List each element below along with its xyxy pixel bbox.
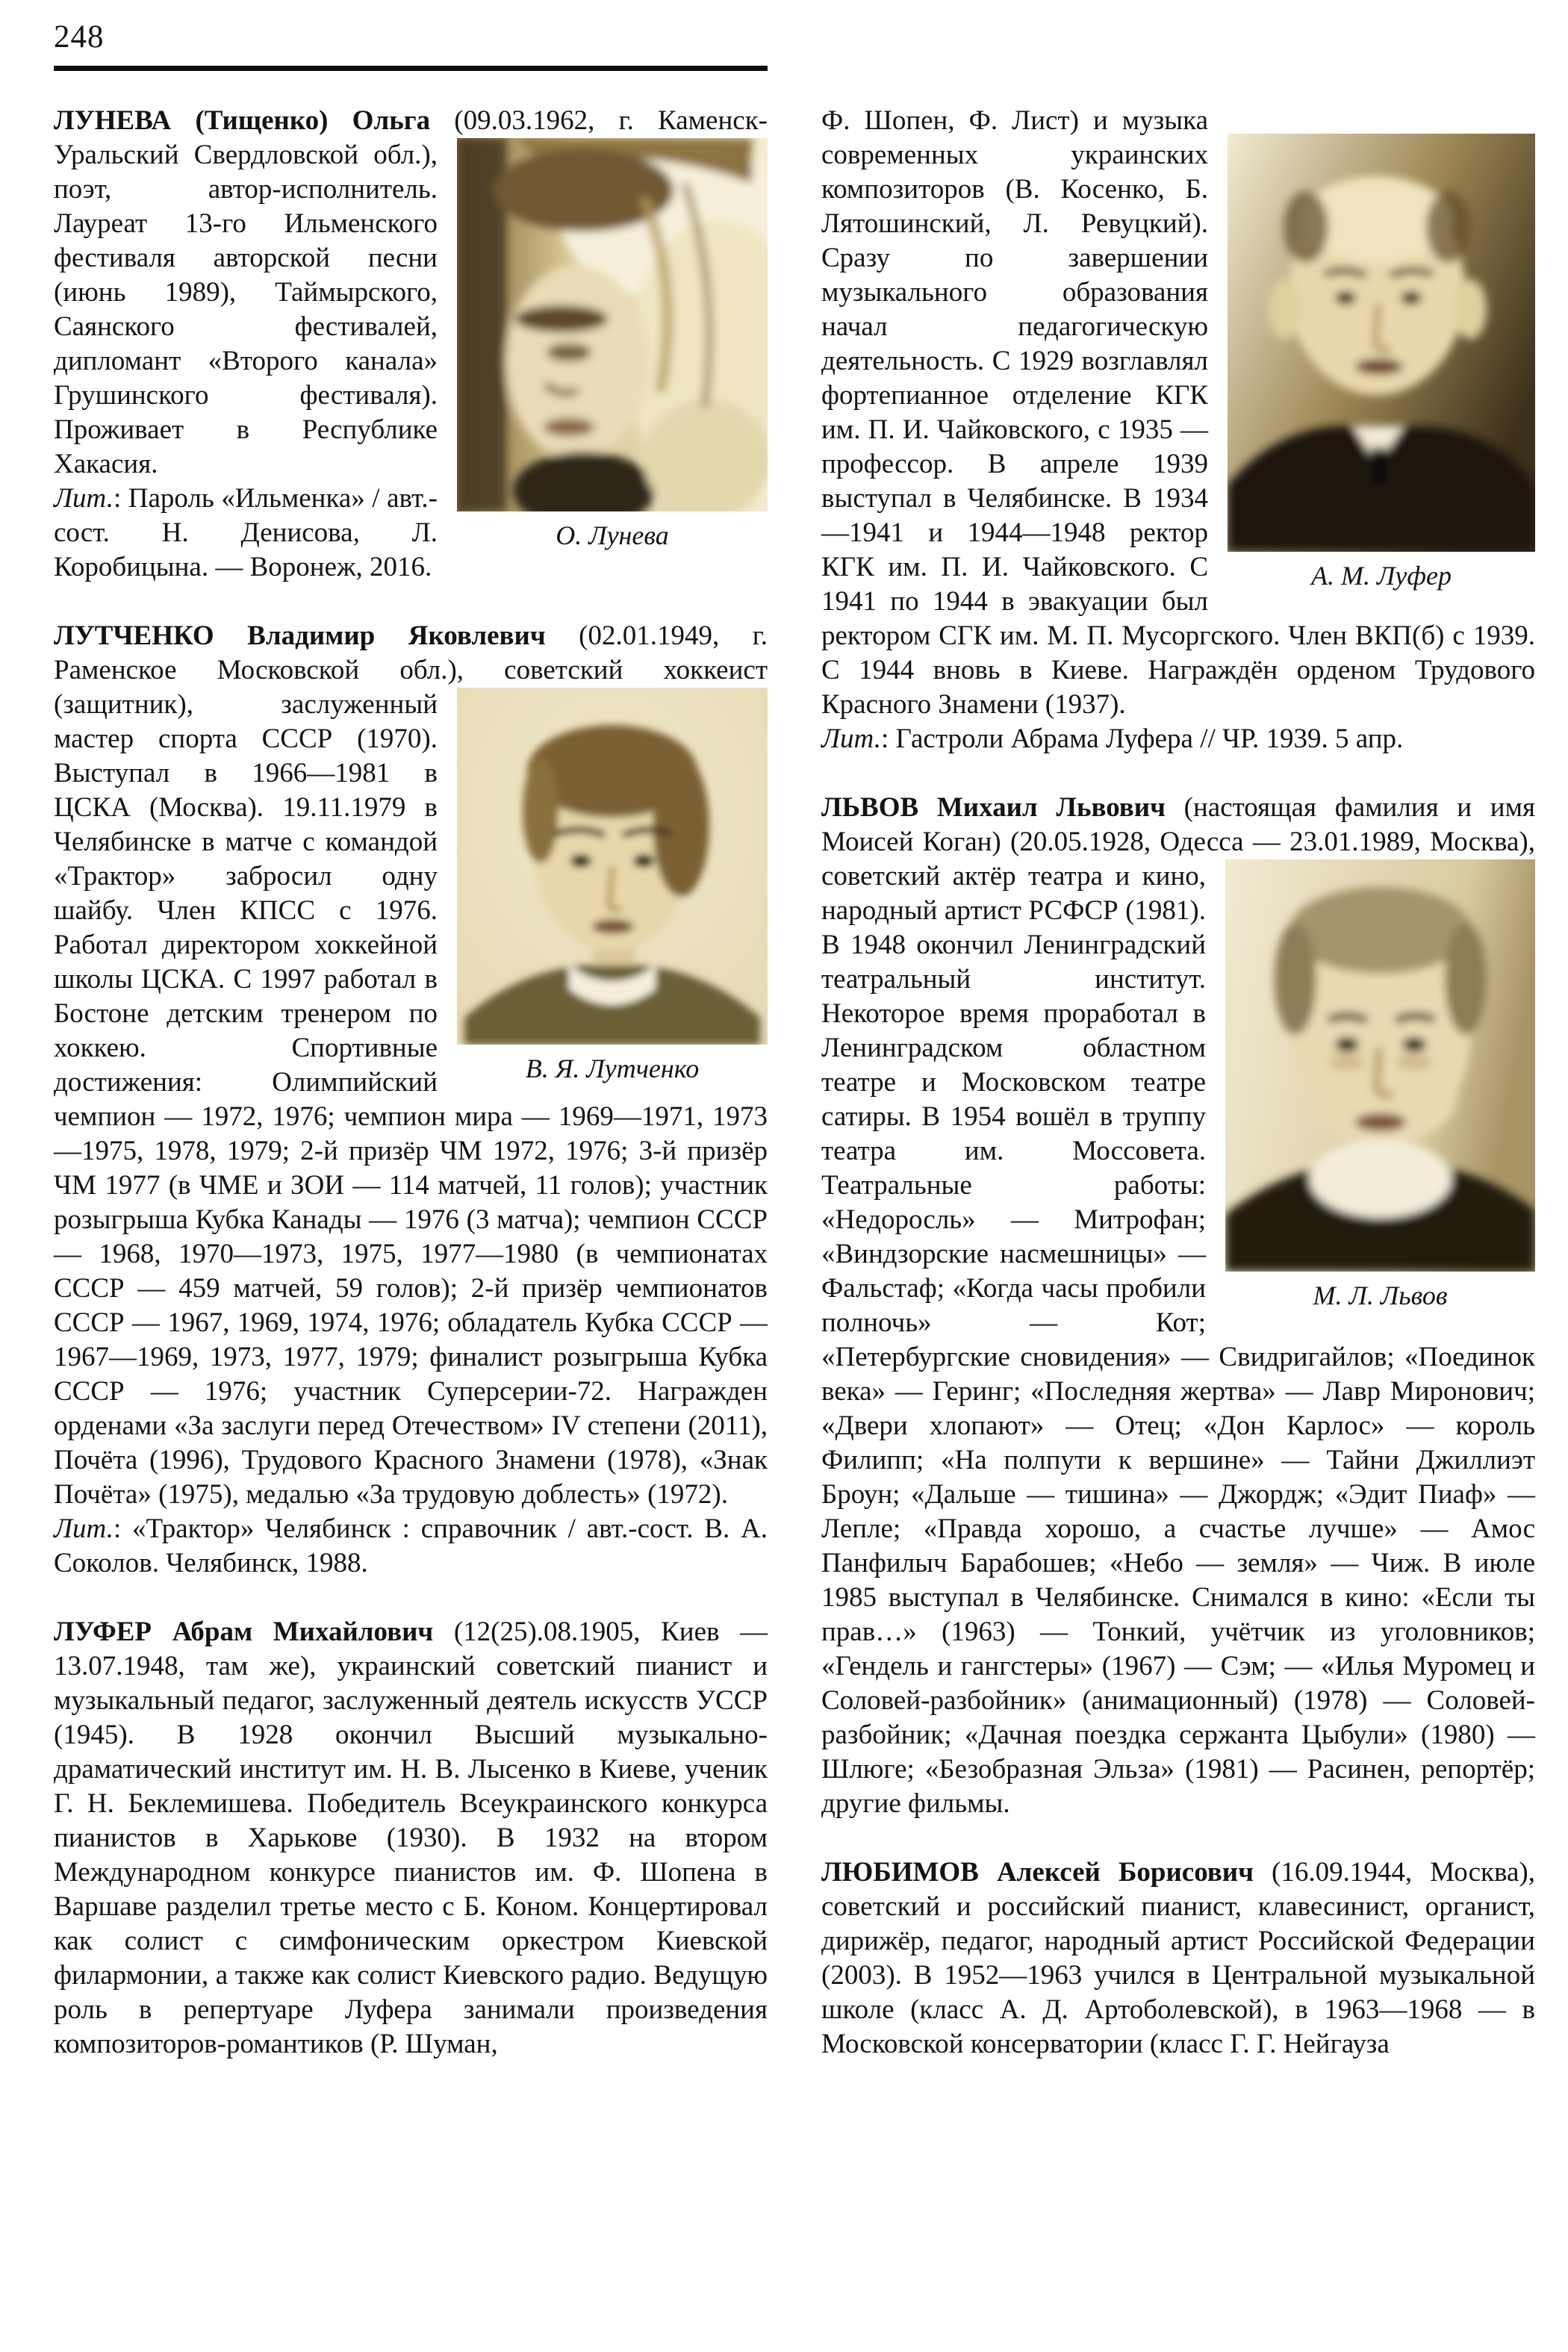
entry-name-lutchenko: ЛУТЧЕНКО Владимир Яковлевич — [54, 620, 546, 651]
column-left — [54, 104, 768, 2062]
entry-name-lvov: ЛЬВОВ Михаил Львович — [821, 792, 1166, 823]
entry-lyubimov — [821, 1855, 1535, 2062]
entry-lufer-left — [54, 1615, 768, 2062]
entry-name-lufer: ЛУФЕР Абрам Михайлович — [54, 1617, 434, 1647]
photo-luneva-icon — [457, 138, 768, 511]
entry-name-luneva: ЛУНЕВА (Тищенко) Ольга — [54, 105, 431, 136]
entry-body-lufer-left: (12(25).08.1905, Киев — 13.07.1948, там же), украинский советский пианист и музыкальный педагог, заслуженный деятель искусств УССР (1945). В 1928 окончил Высший музыкально-драматический институт им. Н. В. Лысенко в Киеве, ученик Г. Н. Беклемишева. Победитель Всеукраинского конкурса пианистов в Харькове (1930). В 1932 на втором Международном конкурсе пианистов им. Ф. Шопена в Варшаве разделил третье место с Б. Коном. Концертировал как солист с симфоническим оркестром Киевской филармонии, а также как солист Киевского радио. Ведущую роль в репертуаре Луфера занимали произведения композиторов-романтиков (Р. Шуман, — [54, 1617, 768, 2059]
lit-text: : «Трактор» Челябинск : справочник / авт.-сост. В. А. Соколов. Челябинск, 1988. — [54, 1513, 768, 1578]
photo-lutchenko-icon — [457, 688, 768, 1045]
entry-body-lutchenko: (02.01.1949, г. Раменское Московской обл.), советский хоккеист (защитник), заслуженный мастер спорта СССР (1970). Выступал в 1966—1981 в ЦСКА (Москва). 19.11.1979 в Челябинске в матче с командой «Трактор» забросил одну шайбу. Член КПСС с 1976. Работал директором хоккейной школы ЦСКА. С 1997 работал в Бостоне детским тренером по хоккею. Спортивные достижения: Олимпийский чемпион — 1972, 1976; чемпион мира — 1969—1971, 1973—1975, 1978, 1979; 2-й призёр ЧМ 1972, 1976; 3-й призёр ЧМ 1977 (в ЧМЕ и ЗОИ — 114 матчей, 11 голов); участник розыгрыша Кубка Канады — 1976 (3 матча); чемпион СССР — 1968, 1970—1973, 1975, 1977—1980 (в чемпионатах СССР — 459 матчей, 59 голов); 2-й призёр чемпионатов СССР — 1967, 1969, 1974, 1976; обладатель Кубка СССР — 1967—1969, 1973, 1977, 1979; финалист розыгрыша Кубка СССР — 1976; участник Суперсерии-72. Награжден орденами «За заслуги перед Отечеством» IV степени (2011), Почёта (1996), Трудового Красного Знамени (1978), «Знак Почёта» (1975), медалью «За трудовую доблесть» (1972). — [54, 620, 768, 1510]
lit-label: Лит. — [54, 483, 113, 514]
entry-lvov — [821, 791, 1535, 1821]
entry-body-luneva: (09.03.1962, г. Каменск-Уральский Свердловской обл.), поэт, автор-исполнитель. Лауреат 13-го Ильменского фестиваля авторской песни (июнь 1989), Таймырского, Саянского фестивалей, дипломант «Второго канала» Грушинского фестиваля). Проживает в Республике Хакасия. — [54, 105, 768, 479]
page-number: 248 — [54, 19, 105, 55]
entry-body-lyubimov: (16.09.1944, Москва), советский и российский пианист, клавесинист, органист, дирижёр, педагог, народный артист Российской Федерации (2003). В 1952—1963 учился в Центральной музыкальной школе (класс А. Д. Артоболевской), в 1963—1968 — в Московской консерватории (класс Г. Г. Нейгауза — [821, 1857, 1535, 2059]
lit-label: Лит. — [54, 1513, 113, 1544]
caption-lufer: А. М. Луфер — [1311, 561, 1452, 591]
entry-lutchenko — [54, 619, 768, 1581]
two-column-layout — [54, 104, 1535, 2062]
figure-lutchenko — [457, 688, 768, 1085]
lit-line-lufer — [821, 722, 1535, 756]
header-rule — [54, 66, 768, 71]
entry-name-lyubimov: ЛЮБИМОВ Алексей Борисович — [821, 1857, 1254, 1888]
entry-body-lvov: (настоящая фамилия и имя Моисей Коган) (20.05.1928, Одесса — 23.01.1989, Москва), советский актёр театра и кино, народный артист РСФСР (1981). В 1948 окончил Ленинградский театральный институт. Некоторое время проработал в Ленинградском областном театре и Московском театре сатиры. В 1954 вошёл в труппу театра им. Моссовета. Театральные работы: «Недоросль» — Митрофан; «Виндзорские насмешницы» — Фальстаф; «Когда часы пробили полночь» — Кот; «Петербургские сновидения» — Свидригайлов; «Поединок века» — Геринг; «Последняя жертва» — Лавр Миронович; «Двери хлопают» — Отец; «Дон Карлос» — король Филипп; «На полпути к вершине» — Тайни Джиллиэт Броун; «Дальше — тишина» — Джордж; «Эдит Пиаф» — Лепле; «Правда хорошо, а счастье лучше» — Амос Панфилыч Барабошев; «Небо — земля» — Чиж. В июле 1985 выступал в Челябинске. Снимался в кино: «Если ты прав…» (1963) — Тонкий, учётчик из уголовников; «Гендель и гангстеры» (1967) — Сэм; — «Илья Муромец и Соловей-разбойник» (анимационный) (1978) — Соловей-разбойник; «Дачная поездка сержанта Цыбули» (1980) — Шлюге; «Безобразная Эльза» (1981) — Расинен, репортёр; другие фильмы. — [821, 792, 1535, 1819]
caption-luneva: О. Лунева — [556, 520, 669, 550]
caption-lutchenko: В. Я. Лутченко — [525, 1054, 700, 1083]
lit-text: : Гастроли Абрама Луфера // ЧР. 1939. 5 апр. — [880, 724, 1404, 754]
lit-line-lutchenko — [54, 1512, 768, 1581]
lit-text: : Пароль «Ильменка» / авт.-сост. Н. Денисова, Л. Коробицына. — Воронеж, 2016. — [54, 483, 438, 582]
entry-luneva — [54, 104, 768, 585]
figure-luneva — [457, 138, 768, 552]
photo-lvov-icon — [1225, 859, 1535, 1272]
entry-lufer-right — [821, 104, 1535, 756]
lit-label: Лит. — [821, 724, 881, 754]
figure-lvov — [1225, 859, 1535, 1312]
figure-lufer — [1228, 134, 1535, 592]
column-right — [821, 104, 1535, 2062]
caption-lvov: М. Л. Львов — [1313, 1281, 1448, 1310]
entry-body-lufer-right: Ф. Шопен, Ф. Лист) и музыка современных украинских композиторов (В. Косенко, Б. Лятошинский, Л. Ревуцкий). Сразу по завершении музыкального образования начал педагогическую деятельность. С 1929 возглавлял фортепианное отделение КГК им. П. И. Чайковского, с 1935 — профессор. В апреле 1939 выступал в Челябинске. В 1934—1941 и 1944—1948 ректор КГК им. П. И. Чайковского. С 1941 по 1944 в эвакуации был ректором СГК им. М. П. Мусоргского. Член ВКП(б) с 1939. С 1944 вновь в Киеве. Награждён орденом Трудового Красного Знамени (1937). — [821, 105, 1535, 720]
photo-lufer-icon — [1228, 134, 1535, 552]
